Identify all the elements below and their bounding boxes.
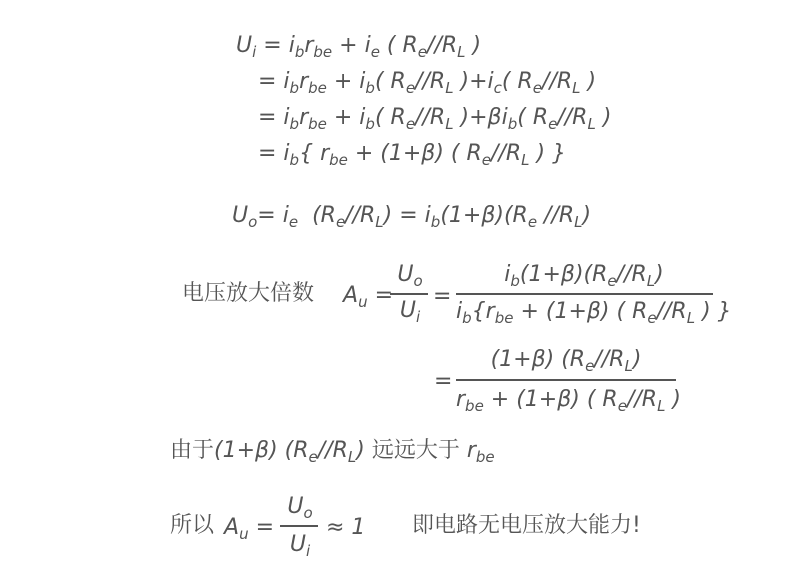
equals-sign-2: = [434,369,453,394]
final-fraction-bar [280,525,318,527]
equation-line-2: = $i_br_{be} + i_b$( $R_e//R_L$ )$+i_c$( $R_e//R_L$ ) [258,69,597,97]
gain-numerator-2: (1+β) $(R_e//R_L)$ [490,347,642,375]
conclusion-text: 即电路无电压放大能力! [412,513,641,538]
output-voltage-equation: $U_o= i_e$ $(R_e//R_L) = i_b(1+\beta)(R_e$ $//R_L$) [232,203,592,231]
therefore-label: 所以 [170,513,215,538]
final-fraction-denominator: $U_i$ [289,532,311,560]
gain-denominator-1: $i_b\{r_{be} + (1+\beta)$ ( $R_e//R_L$ ) } [456,299,732,327]
equation-line-3: = $i_br_{be} + i_b$( $R_e//R_L$ )$+\beta i_b$( $R_e//R_L$ ) [258,105,612,133]
equals-sign-1: = [433,284,452,309]
gain-fraction-numerator: $U_o$ [397,262,423,290]
equation-line-1: $U_i = i_br_{be} + i_e$ ( $R_e//R_L$ ) [236,33,482,61]
gain-denominator-2: $r_{be} + (1+\beta)$ ( $R_e//R_L$ ) [456,387,682,415]
approx-one: ≈ 1 [326,515,366,540]
gain-symbol: $A_u$ = [343,283,394,311]
far-greater-label: 远远大于 [371,438,460,463]
gain-label: 电压放大倍数 [182,281,315,306]
gain-bar-2 [456,379,676,381]
final-gain-symbol: $A_u$ = [224,515,275,543]
final-fraction-numerator: $U_o$ [287,494,313,522]
since-label: 由于 [170,438,215,463]
equation-line-4: = $i_b${ $r_{be} + (1+\beta)$ ( $R_e//R_L$ ) } [258,141,567,169]
gain-fraction-bar [390,293,428,295]
gain-numerator-1: $i_b(1+\beta)(R_e//R_L)$ [504,262,664,290]
since-statement: 由于(1+β) $(R_e//R_L)$ 远远大于 $r_{be}$ [170,438,495,466]
gain-bar-1 [456,293,713,295]
gain-fraction-denominator: $U_i$ [399,298,421,326]
